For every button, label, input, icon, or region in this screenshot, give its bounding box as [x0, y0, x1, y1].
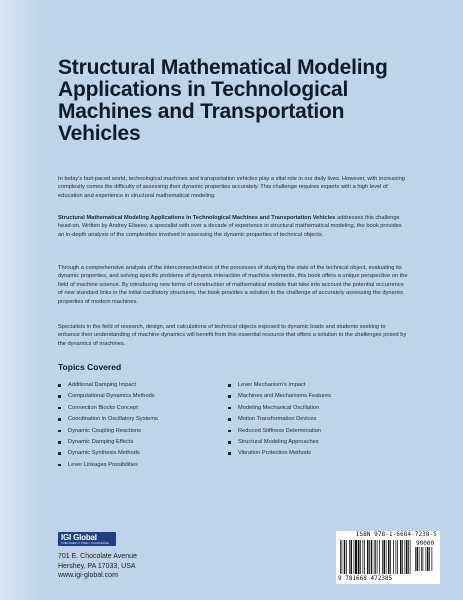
barcode-bar — [393, 540, 394, 574]
topic-item: Dynamic Synthesis Methods — [58, 448, 158, 459]
barcode-bar — [344, 540, 346, 574]
barcode-digits: 9 781668 472385 — [338, 575, 393, 582]
barcode-bar — [396, 540, 397, 574]
barcode-bar — [384, 540, 386, 574]
barcode-main-bars — [340, 540, 412, 576]
barcode-bar — [390, 540, 391, 574]
barcode-bar — [405, 540, 406, 574]
barcode-bar — [402, 540, 403, 574]
topic-item: Computational Dynamics Methods — [58, 391, 158, 402]
paragraph-2-text: addresses this challenge head-on. Written by Andrey Eliseev, a specialist with over a decade of experience in structural mathematical modeling, the book provides an in-depth analysis of the complexities involved in assessing the dynamic properties of technical objects. — [58, 215, 402, 238]
barcode-bar — [349, 540, 350, 574]
barcode-bar — [386, 540, 387, 574]
topic-item: Lever Mechanism's Impact — [228, 380, 331, 391]
barcode-bar — [358, 540, 360, 574]
barcode-bar — [421, 547, 422, 571]
barcode-bar — [432, 547, 433, 571]
barcode-bar — [340, 540, 341, 574]
barcode-bar — [363, 540, 364, 574]
isbn-text: ISBN 978-1-6684-7238-5 — [355, 532, 437, 538]
book-title: Structural Mathematical Modeling Applications in Technological Machines and Transportation Vehicles — [58, 56, 388, 145]
barcode-bar — [364, 540, 365, 574]
description-paragraph-3: Through a comprehensive analysis of the interconnectedness of the processes of studying the state of the technical object, evaluating its dynamic properties, and solving specific problems of dynamic interaction of machine elements, this book offers a unique perspective on the field of machine science. By introducing new forms of construction of mathematical models that take into account the potential occurrence of new standard links in the initial oscillatory structures, the book provides a solution to the challenge of accurately assessing the dynamic properties of modern machines. — [58, 265, 408, 305]
barcode-bar — [415, 547, 416, 571]
publisher-website: www.igi-global.com — [58, 572, 118, 580]
topic-item: Connection Blocks Concept — [58, 403, 158, 414]
barcode-bar — [427, 547, 429, 571]
book-title-inline: Structural Mathematical Modeling Applications in Technological Machines and Transportation Vehicles — [58, 215, 336, 221]
barcode-bar — [382, 540, 383, 574]
publisher-address — [58, 552, 137, 581]
barcode-bar — [426, 547, 427, 571]
barcode-bar — [371, 540, 373, 574]
barcode-addon-bars — [415, 547, 437, 573]
address-line-2: Hershey, PA 17033, USA — [58, 562, 136, 570]
barcode-bar — [388, 540, 390, 574]
topic-item: Modeling Mechanical Oscillation — [228, 403, 331, 414]
topic-item: Structural Modeling Approaches — [228, 437, 331, 448]
barcode-bar — [374, 540, 375, 574]
barcode-bar — [342, 540, 343, 574]
topic-item: Dynamic Coupling Reactions — [58, 426, 158, 437]
barcode-bar — [410, 540, 411, 574]
description-paragraph-4: Specialists in the field of research, design, and calculations of technical objects exposed to dynamic loads and students seeking to enhance their understanding of machine dynamics will benefit from this essential resource that offers a solution to the challenges posed by the dynamics of machines. — [58, 324, 407, 347]
barcode-bar — [406, 540, 408, 574]
publisher-logo — [58, 532, 116, 546]
address-line-1: 701 E. Chocolate Avenue — [58, 553, 137, 560]
publisher-logo-text: IGI Global — [61, 533, 97, 542]
barcode-bar — [397, 540, 398, 574]
topic-item: Additional Damping Impact — [58, 380, 158, 391]
left-edge-fade — [0, 0, 40, 600]
barcode-bar — [367, 540, 369, 574]
barcode-bar — [360, 540, 361, 574]
topic-item: Machines and Mechanisms Features — [228, 391, 331, 402]
barcode-bar — [355, 540, 357, 574]
topic-item: Dynamic Damping Effects — [58, 437, 158, 448]
barcode-bar — [429, 547, 430, 571]
topic-item: Reduced Stiffness Determination — [228, 426, 331, 437]
barcode-bar — [417, 547, 419, 571]
description-paragraph-2 — [58, 214, 408, 239]
description-paragraph-1: In today's fast-paced world, technological machines and transportation vehicles play a vital role in our daily lives. However, with increasing complexity comes the difficulty of assessing their dynamic properties accurately. This challenge requires experts with a high level of education and experience in structural mathematical modeling. — [58, 176, 405, 199]
topic-item: Coordination in Oscillatory Systems — [58, 414, 158, 425]
topics-list-right — [228, 380, 331, 460]
barcode-bar — [377, 540, 378, 574]
barcode-addon-number: 90000 — [416, 540, 435, 547]
publisher-logo-tagline: PUBLISHER of TIMELY KNOWLEDGE — [61, 542, 109, 545]
topic-item: Motion Transformation Devices — [228, 414, 331, 425]
barcode-bar — [400, 540, 402, 574]
barcode-bar — [423, 547, 424, 571]
barcode-bar — [375, 540, 376, 574]
barcode-bar — [408, 540, 409, 574]
topic-item: Lever Linkages Possibilities — [58, 460, 158, 471]
barcode-bar — [351, 540, 353, 574]
barcode-bar — [419, 547, 420, 571]
barcode-bar — [369, 540, 370, 574]
barcode-bar — [346, 540, 347, 574]
isbn-barcode — [336, 531, 440, 584]
barcode-bar — [379, 540, 380, 574]
topics-heading: Topics Covered — [58, 362, 122, 372]
topics-list-left — [58, 380, 158, 471]
barcode-bar — [354, 540, 355, 574]
topic-item: Vibration Protection Methods — [228, 448, 331, 459]
